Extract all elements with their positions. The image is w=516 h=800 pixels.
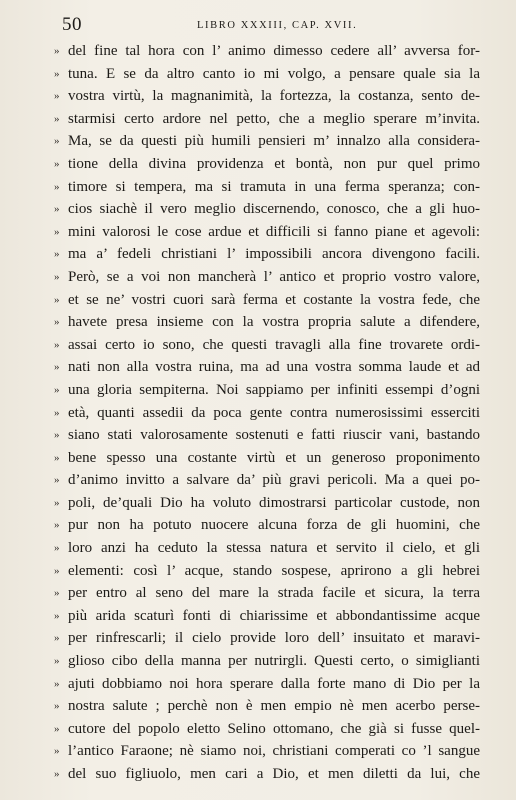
quotation-mark: » bbox=[54, 316, 60, 329]
line-text: Però, se a voi non mancherà l’ antico et proprio vostro valore, bbox=[68, 268, 480, 285]
line-text: ma a’ fedeli christiani l’ impossibili ancora divengono facili. bbox=[68, 246, 480, 263]
text-line bbox=[54, 221, 480, 244]
quotation-mark: » bbox=[54, 248, 60, 261]
line-text: vostra virtù, la magnanimità, la fortezza, la costanza, sento de- bbox=[68, 88, 480, 105]
text-line bbox=[54, 379, 480, 402]
text-line bbox=[54, 289, 480, 312]
text-line bbox=[54, 627, 480, 650]
text-line bbox=[54, 447, 480, 470]
line-text: siano stati valorosamente sostenuti e fatti riuscir vani, bastando bbox=[68, 427, 480, 444]
quotation-mark: » bbox=[54, 768, 60, 780]
text-line bbox=[54, 85, 480, 108]
line-text: et se ne’ vostri cuori sarà ferma et costante la vostra fede, che bbox=[68, 291, 480, 308]
text-line bbox=[54, 108, 480, 131]
quotation-mark: » bbox=[54, 519, 60, 532]
line-text: ajuti dobbiamo noi hora sperare dalla forte mano di Dio per la bbox=[68, 675, 480, 692]
text-line bbox=[54, 740, 480, 763]
page-number: 50 bbox=[62, 14, 82, 35]
text-line bbox=[54, 198, 480, 221]
line-text: elementi: così l’ acque, stando sospese, aprirono a gli hebrei bbox=[68, 562, 480, 579]
quotation-mark: » bbox=[54, 677, 60, 690]
quotation-mark: » bbox=[54, 474, 60, 487]
quotation-mark: » bbox=[54, 383, 60, 396]
quotation-mark: » bbox=[54, 564, 60, 577]
quotation-mark: » bbox=[54, 203, 60, 216]
line-text: assai certo io sono, che questi travagli alla fine trovarete ordi- bbox=[68, 336, 480, 353]
line-text: pur non ha potuto nuocere alcuna forza de gli huomini, che bbox=[68, 517, 480, 534]
text-line bbox=[54, 176, 480, 199]
quotation-mark: » bbox=[54, 745, 60, 758]
line-text: nostra salute ; perchè non è men empio nè men acerbo perse- bbox=[68, 698, 480, 715]
quotation-mark: » bbox=[54, 338, 60, 351]
text-line bbox=[54, 402, 480, 425]
text-line bbox=[54, 650, 480, 673]
text-line bbox=[54, 311, 480, 334]
line-text: più arida scaturì fonti di chiarissime et abbondantissime acque bbox=[68, 607, 480, 624]
text-line bbox=[54, 40, 480, 63]
quotation-mark: » bbox=[54, 361, 60, 374]
quotation-mark: » bbox=[54, 180, 60, 193]
line-text: età, quanti assedii da poca gente contra numerosissimi esserciti bbox=[68, 404, 480, 421]
line-text: per rinfrescarli; il cielo provide loro dell’ insuitato et maravi- bbox=[68, 630, 480, 647]
quotation-mark: » bbox=[54, 722, 60, 735]
line-text: tione della divina providenza et bontà, non pur quel primo bbox=[68, 155, 480, 172]
quotation-mark: » bbox=[54, 655, 60, 668]
quotation-mark: » bbox=[54, 67, 60, 80]
text-line bbox=[54, 492, 480, 515]
quotation-mark: » bbox=[54, 45, 60, 57]
running-head: LIBRO XXXIII, CAP. XVII. bbox=[197, 20, 358, 31]
text-line bbox=[54, 153, 480, 176]
quotation-mark: » bbox=[54, 225, 60, 238]
line-text: bene spesso una costante virtù et un generoso proponimento bbox=[68, 449, 480, 466]
line-text: Ma, se da questi più humili pensieri m’ innalzo alla considera- bbox=[68, 133, 480, 150]
line-text: loro anzi ha ceduto la stessa natura et servito il cielo, et gli bbox=[68, 540, 480, 557]
quotation-mark: » bbox=[54, 632, 60, 645]
page-header bbox=[62, 14, 482, 38]
text-line bbox=[54, 763, 480, 786]
line-text: del suo figliuolo, men cari a Dio, et men diletti da lui, che bbox=[68, 766, 480, 782]
line-text: havete presa insieme con la vostra propria salute a difendere, bbox=[68, 314, 480, 331]
text-line bbox=[54, 334, 480, 357]
text-line bbox=[54, 469, 480, 492]
quotation-mark: » bbox=[54, 542, 60, 555]
line-text: poli, de’quali Dio ha voluto dimostrarsi particolar custode, non bbox=[68, 494, 480, 511]
line-text: starmisi certo ardore nel petto, che a meglio sperare m’invita. bbox=[68, 110, 480, 127]
line-text: cutore del popolo eletto Selino ottomano, che già si fusse quel- bbox=[68, 720, 480, 737]
text-line bbox=[54, 356, 480, 379]
text-line bbox=[54, 582, 480, 605]
text-line bbox=[54, 514, 480, 537]
quotation-mark: » bbox=[54, 587, 60, 600]
text-line bbox=[54, 673, 480, 696]
text-line bbox=[54, 63, 480, 86]
quotation-mark: » bbox=[54, 451, 60, 464]
quotation-mark: » bbox=[54, 429, 60, 442]
text-line bbox=[54, 560, 480, 583]
text-line bbox=[54, 130, 480, 153]
quotation-mark: » bbox=[54, 700, 60, 713]
line-text: tuna. E se da altro canto io mi volgo, a pensare quale sia la bbox=[68, 65, 480, 82]
line-text: una gloria sempiterna. Noi sappiamo per infiniti essempi d’ogni bbox=[68, 381, 480, 398]
quotation-mark: » bbox=[54, 157, 60, 170]
body-text bbox=[54, 40, 480, 786]
quotation-mark: » bbox=[54, 270, 60, 283]
quotation-mark: » bbox=[54, 406, 60, 419]
quotation-mark: » bbox=[54, 135, 60, 148]
line-text: timore si tempera, ma si tramuta in una ferma speranza; con- bbox=[68, 178, 480, 195]
text-line bbox=[54, 718, 480, 741]
line-text: mini valorosi le cose ardue et difficili si fanno piane et agevoli: bbox=[68, 223, 480, 240]
text-line bbox=[54, 695, 480, 718]
line-text: glioso cibo della manna per nutrirgli. Questi certo, o simiglianti bbox=[68, 653, 480, 670]
line-text: del fine tal hora con l’ animo dimesso cedere all’ avversa for- bbox=[68, 43, 480, 59]
text-line bbox=[54, 424, 480, 447]
text-line bbox=[54, 266, 480, 289]
line-text: cios siachè il vero meglio discernendo, conosco, che a gli huo- bbox=[68, 201, 480, 218]
quotation-mark: » bbox=[54, 293, 60, 306]
text-line bbox=[54, 243, 480, 266]
line-text: d’animo invitto a salvare da’ più gravi pericoli. Ma a quei po- bbox=[68, 472, 480, 489]
line-text: per entro al seno del mare la strada facile et sicura, la terra bbox=[68, 585, 480, 602]
line-text: l’antico Faraone; nè siamo noi, christiani comperati co ’l sangue bbox=[68, 743, 480, 760]
quotation-mark: » bbox=[54, 496, 60, 509]
text-line bbox=[54, 605, 480, 628]
quotation-mark: » bbox=[54, 609, 60, 622]
quotation-mark: » bbox=[54, 90, 60, 103]
text-line bbox=[54, 537, 480, 560]
quotation-mark: » bbox=[54, 112, 60, 125]
line-text: nati non alla vostra ruina, ma ad una vostra somma laude et ad bbox=[68, 359, 480, 376]
